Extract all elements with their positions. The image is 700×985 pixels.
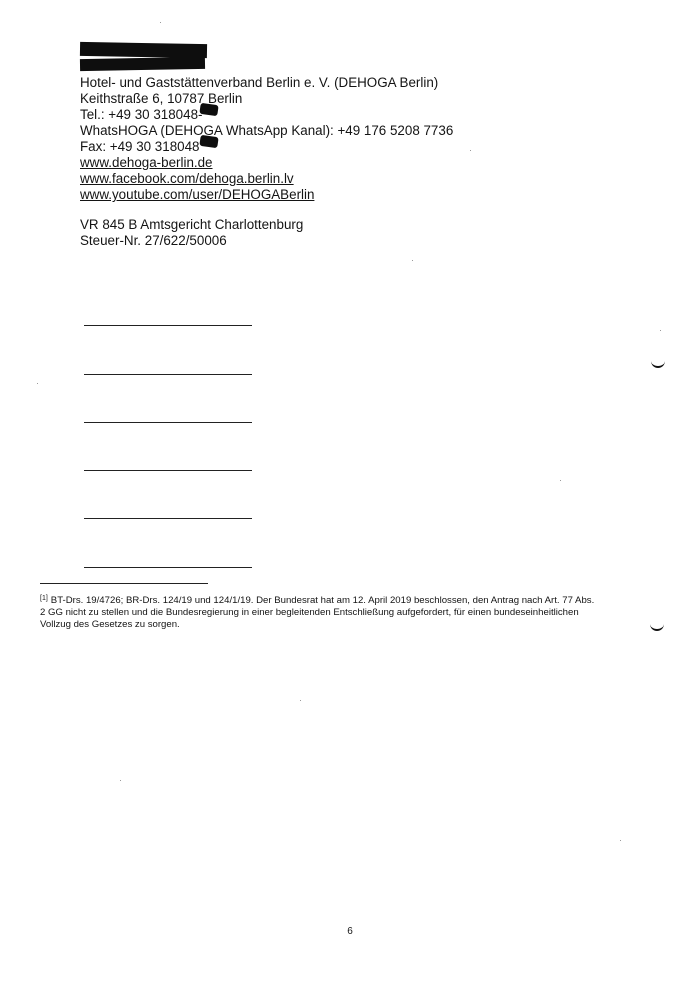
telephone: Tel.: +49 30 318048- bbox=[80, 107, 203, 122]
street-address: Keithstraße 6, 10787 Berlin bbox=[80, 91, 243, 106]
footnote-separator bbox=[40, 583, 208, 584]
footnote-text: BT-Drs. 19/4726; BR-Drs. 124/19 und 124/1/19. Der Bundesrat hat am 12. April 2019 beschlossen, den Antrag nach Art. 77 Abs. 2 GG nicht zu stellen und die Bundesregierung in einer begleitenden Entschließung aufgefordert, für einen bundeseinheitlichen Vollzug des Gesetzes zu sorgen. bbox=[40, 595, 595, 630]
scan-speck bbox=[412, 260, 413, 261]
blank-line bbox=[84, 470, 252, 471]
scan-speck bbox=[300, 700, 301, 701]
scan-speck bbox=[120, 780, 121, 781]
blank-line bbox=[84, 325, 252, 326]
tax-number: Steuer-Nr. 27/622/50006 bbox=[80, 233, 227, 248]
registry-court: VR 845 B Amtsgericht Charlottenburg bbox=[80, 217, 304, 232]
whatsapp-channel: WhatsHOGA (DEHOGA WhatsApp Kanal): +49 176 5208 7736 bbox=[80, 123, 454, 138]
footnote bbox=[40, 593, 600, 631]
website-link[interactable]: www.dehoga-berlin.de bbox=[80, 155, 213, 170]
scan-mark bbox=[651, 360, 665, 368]
blank-line bbox=[84, 518, 252, 519]
organization-name: Hotel- und Gaststättenverband Berlin e. V. (DEHOGA Berlin) bbox=[80, 75, 439, 90]
footnote-marker: [1] bbox=[40, 595, 48, 602]
scan-speck bbox=[620, 840, 621, 841]
scan-mark bbox=[650, 623, 664, 631]
blank-line bbox=[84, 422, 252, 423]
fax: Fax: +49 30 318048 bbox=[80, 139, 200, 154]
youtube-link[interactable]: www.youtube.com/user/DEHOGABerlin bbox=[80, 187, 315, 202]
page-number: 6 bbox=[347, 926, 353, 937]
scan-speck bbox=[37, 383, 38, 384]
redaction-title bbox=[80, 57, 205, 71]
blank-line bbox=[84, 567, 252, 568]
facebook-link[interactable]: www.facebook.com/dehoga.berlin.lv bbox=[80, 171, 294, 186]
scan-speck bbox=[660, 330, 661, 331]
scan-speck bbox=[560, 480, 561, 481]
redaction-name bbox=[80, 42, 207, 58]
scan-speck bbox=[470, 150, 471, 151]
blank-line bbox=[84, 374, 252, 375]
scan-speck bbox=[160, 22, 161, 23]
signature-block bbox=[80, 75, 500, 249]
